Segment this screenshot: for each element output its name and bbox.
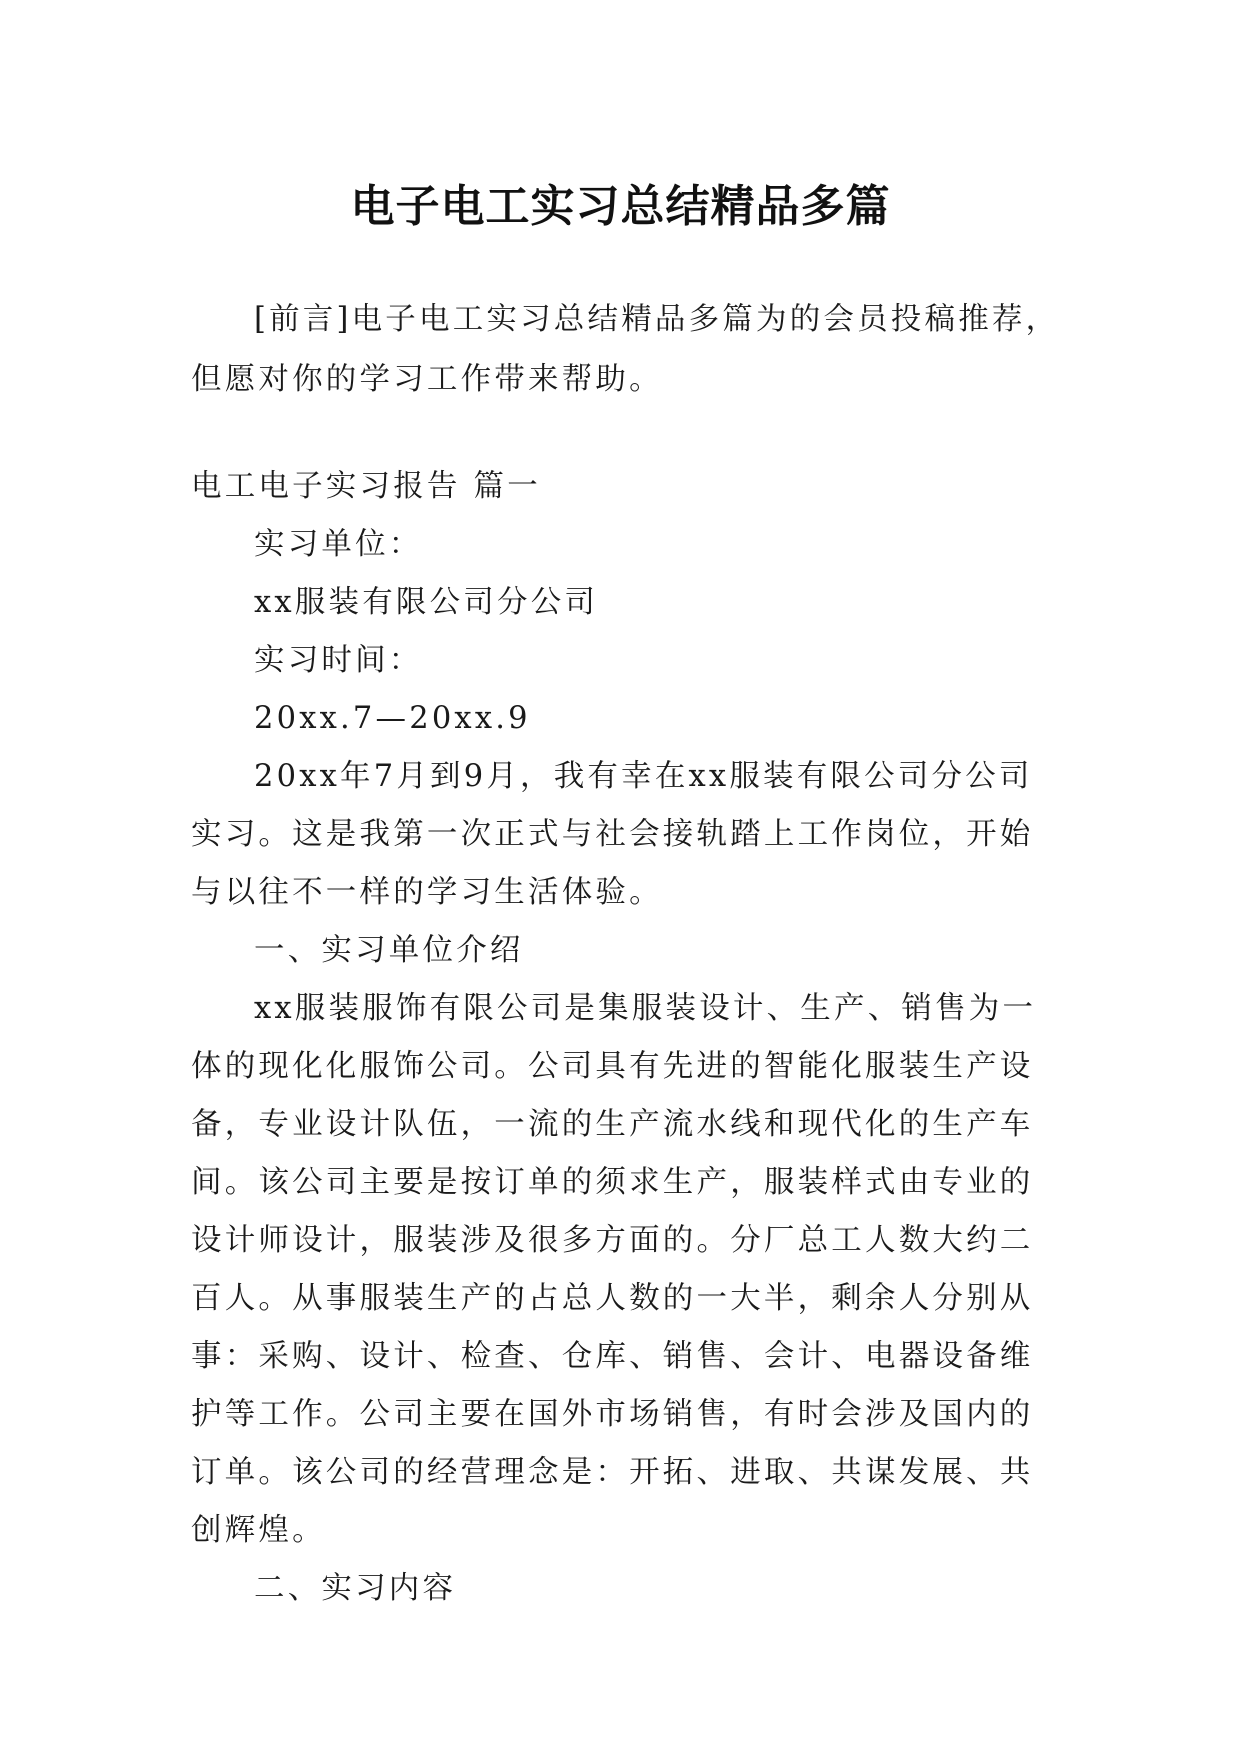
- internship-time-value: 20xx.7—20xx.9: [254, 701, 531, 736]
- company-description-paragraph: xx服装服饰有限公司是集服装设计、生产、销售为一体的现化化服饰公司。公司具有先进的智能化服装生产设备，专业设计队伍，一流的生产流水线和现代化的生产车间。该公司主要是按订单的须求生产，服装样式由专业的设计师设计，服装涉及很多方面的。分厂总工人数大约二百人。从事服装生产的占总人数的一大半，剩余人分别从事：采购、设计、检查、仓库、销售、会计、电器设备维护等工作。公司主要在国外市场销售，有时会涉及国内的订单。该公司的经营理念是：开拓、进取、共谋发展、共创辉煌。: [191, 991, 1037, 1548]
- section-heading: 电工电子实习报告 篇一: [191, 469, 541, 504]
- intro-paragraph: 20xx年7月到9月，我有幸在xx服装有限公司分公司实习。这是我第一次正式与社会接轨踏上工作岗位，开始与以往不一样的学习生活体验。: [191, 759, 1034, 910]
- internship-unit-label: 实习单位：: [254, 527, 423, 562]
- internship-unit-value: xx服装有限公司分公司: [254, 585, 599, 620]
- preface-paragraph: [前言]电子电工实习总结精品多篇为的会员投稿推荐，但愿对你的学习工作带来帮助。: [191, 302, 1060, 397]
- internship-time-label: 实习时间：: [254, 643, 423, 678]
- subheading-unit-intro: 一、实习单位介绍: [254, 933, 524, 968]
- document-title: 电子电工实习总结精品多篇: [350, 181, 891, 233]
- main-content: [191, 458, 1061, 1618]
- preface-block: [191, 290, 1061, 410]
- subheading-internship-content: 二、实习内容: [254, 1571, 457, 1606]
